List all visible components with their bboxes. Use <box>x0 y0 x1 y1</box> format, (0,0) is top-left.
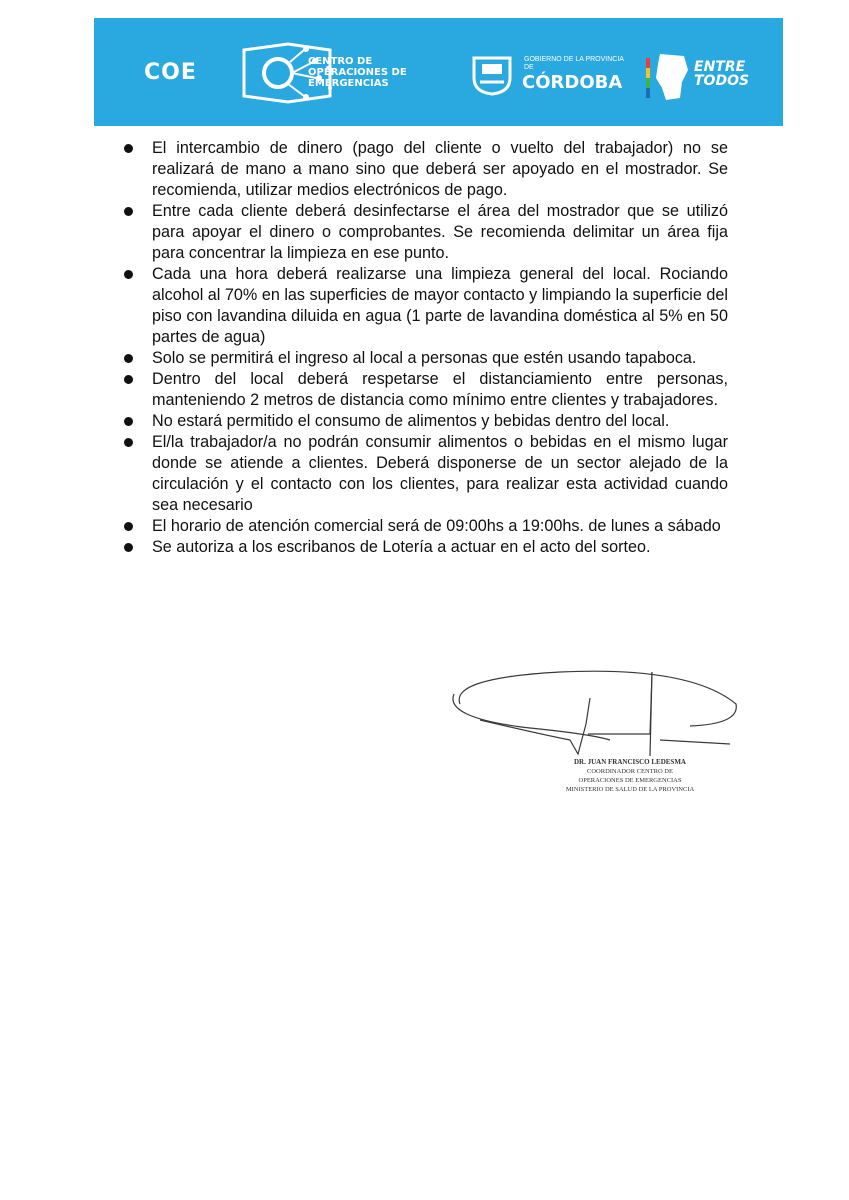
slogan-line-1: ENTRE <box>694 59 746 75</box>
list-item <box>122 516 728 537</box>
bullet-icon <box>124 354 133 363</box>
list-item-text: Solo se permitirá el ingreso al local a personas que estén usando tapaboca. <box>152 349 697 367</box>
signer-name: DR. JUAN FRANCISCO LEDESMA <box>573 758 686 766</box>
bullet-icon <box>124 375 133 384</box>
cordoba-map-icon <box>654 52 690 102</box>
bullet-icon <box>124 522 133 531</box>
bullet-icon <box>124 417 133 426</box>
list-item <box>122 411 728 432</box>
signer-title-3: MINISTERIO DE SALUD DE LA PROVINCIA <box>565 786 695 793</box>
header-banner <box>94 18 783 126</box>
list-item-text: El horario de atención comercial será de 09:00hs a 19:00hs. de lunes a sábado <box>152 517 721 535</box>
list-item <box>122 138 728 201</box>
signature-block <box>560 758 700 794</box>
signer-title-2: OPERACIONES DE EMERGENCIAS <box>578 777 682 784</box>
list-item <box>122 348 728 369</box>
coe-full-name: CENTRO DE OPERACIONES DE EMERGENCIAS <box>308 56 407 89</box>
bullet-icon <box>124 207 133 216</box>
slogan <box>694 60 749 88</box>
list-item <box>122 264 728 348</box>
list-item <box>122 537 728 558</box>
list-item-text: Cada una hora deberá realizarse una limpieza general del local. Rociando alcohol al 70% en las superficies de mayor contacto y limpiando la superficie del piso con lavandina diluida en agua (1 parte de lavandina doméstica al 5% en 50 partes de agua) <box>152 265 728 346</box>
slogan-line-2: TODOS <box>694 73 750 89</box>
bullet-icon <box>124 144 133 153</box>
list-item-text: No estará permitido el consumo de alimentos y bebidas dentro del local. <box>152 412 670 430</box>
list-item-text: El/la trabajador/a no podrán consumir alimentos o bebidas en el mismo lugar donde se atiende a clientes. Deberá disponerse de un sector alejado de la circulación y el contacto con los clientes, para realizar esta actividad cuando sea necesario <box>152 433 728 514</box>
province-name: CÓRDOBA <box>522 72 623 93</box>
protocol-list <box>122 138 728 558</box>
cordoba-shield-icon <box>470 54 514 96</box>
list-item <box>122 201 728 264</box>
list-item-text: Entre cada cliente deberá desinfectarse el área del mostrador que se utilizó para apoyar el dinero o comprobantes. Se recomienda delimitar un área fija para concentrar la limpieza en ese punto. <box>152 202 728 262</box>
coe-acronym: COE <box>144 60 197 85</box>
list-item <box>122 369 728 411</box>
list-item-text: Se autoriza a los escribanos de Lotería a actuar en el acto del sorteo. <box>152 538 651 556</box>
bullet-icon <box>124 270 133 279</box>
government-label: GOBIERNO DE LA PROVINCIA DE <box>524 56 624 71</box>
handwritten-signature-icon <box>440 664 746 764</box>
signer-title-1: COORDINADOR CENTRO DE <box>587 768 673 775</box>
list-item-text: El intercambio de dinero (pago del cliente o vuelto del trabajador) no se realizará de mano a mano sino que deberá ser apoyado en el mostrador. Se recomienda, utilizar medios electrónicos de pago. <box>152 139 728 199</box>
list-item <box>122 432 728 516</box>
flag-stripe-icon <box>646 58 650 98</box>
bullet-icon <box>124 438 133 447</box>
list-item-text: Dentro del local deberá respetarse el distanciamiento entre personas, manteniendo 2 metros de distancia como mínimo entre clientes y trabajadores. <box>152 370 728 409</box>
bullet-icon <box>124 543 133 552</box>
